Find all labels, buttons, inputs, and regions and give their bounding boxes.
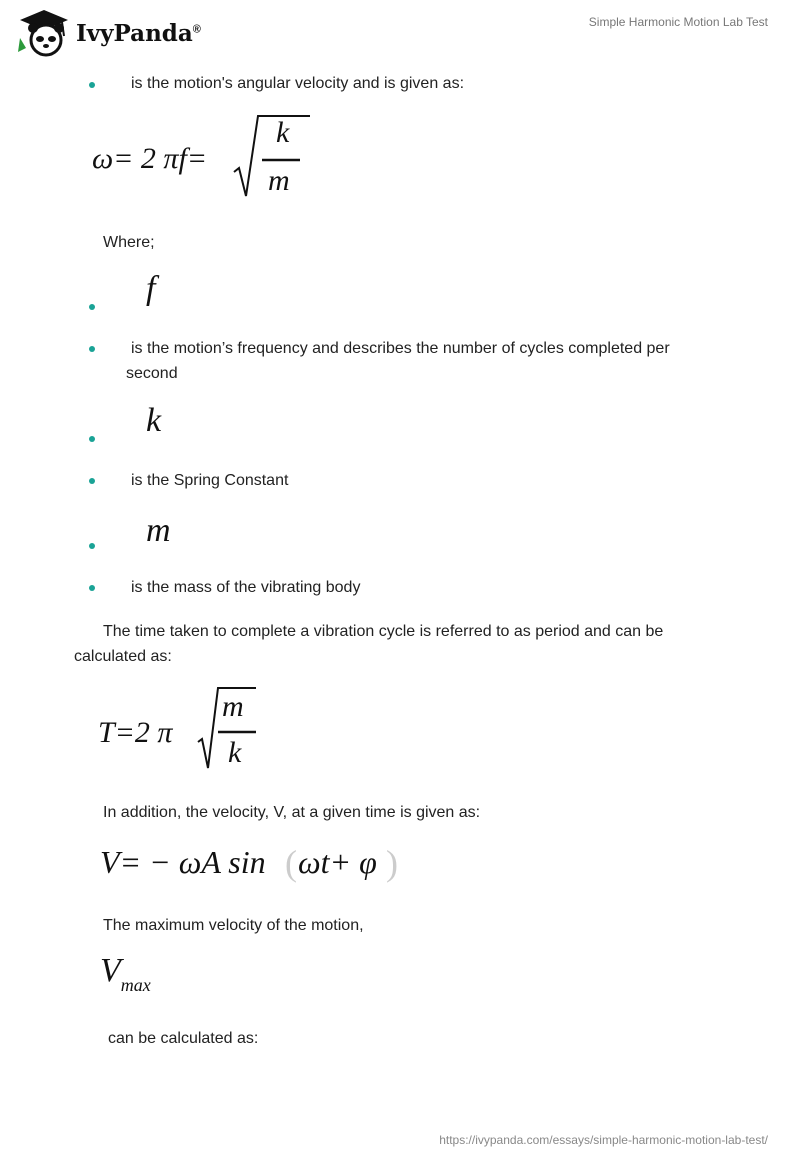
open-paren: ( (285, 843, 297, 883)
period-denominator: k (228, 736, 242, 769)
omega-numerator: k (276, 116, 290, 149)
symbol-k: k (146, 402, 162, 439)
m-description: is the mass of the vibrating body (131, 579, 361, 596)
k-description: is the Spring Constant (131, 472, 289, 489)
f-description-line2: second (126, 365, 178, 382)
omega-description: is the motion's angular velocity and is given as: (131, 75, 465, 92)
vmax-base: V (100, 952, 121, 989)
velocity-equation-arg: ωt+ φ (298, 844, 377, 880)
vmax-outro: can be calculated as: (108, 1030, 259, 1047)
bullet-dot (89, 304, 95, 310)
bullet-dot (89, 346, 95, 352)
logo[interactable] (14, 8, 214, 58)
period-numerator: m (222, 690, 244, 723)
velocity-equation-lhs: V= − ωA sin (100, 844, 266, 880)
omega-denominator: m (268, 164, 290, 197)
f-description-line1: is the motion’s frequency and describes the number of cycles completed per (131, 340, 670, 357)
close-paren: ) (386, 843, 398, 883)
document-title: Simple Harmonic Motion Lab Test (588, 15, 768, 29)
vmax-symbol (100, 952, 180, 1002)
period-equation-lhs: T=2 π (98, 716, 173, 749)
velocity-equation (100, 842, 410, 892)
bullet-dot (89, 478, 95, 484)
bullet-dot (89, 585, 95, 591)
panda-logo-icon (14, 8, 74, 58)
bullet-dot (89, 543, 95, 549)
period-paragraph-line2: calculated as: (74, 648, 172, 665)
vmax-intro: The maximum velocity of the motion, (103, 917, 364, 934)
omega-equation (92, 112, 322, 204)
bullet-dot (89, 436, 95, 442)
source-url[interactable]: https://ivypanda.com/essays/simple-harmonic-motion-lab-test/ (439, 1133, 768, 1147)
bullet-dot (89, 82, 95, 88)
registered-mark: ® (192, 23, 201, 36)
period-equation (98, 684, 278, 776)
velocity-intro: In addition, the velocity, V, at a given time is given as: (103, 804, 481, 821)
where-label: Where; (103, 234, 155, 251)
period-paragraph-line1: The time taken to complete a vibration cycle is referred to as period and can be (103, 623, 664, 640)
symbol-m: m (146, 512, 171, 549)
vmax-subscript: max (120, 975, 151, 995)
omega-equation-lhs: ω= 2 πf= (92, 142, 208, 175)
symbol-f: f (146, 270, 156, 307)
brand-name: IvyPanda (76, 20, 193, 47)
